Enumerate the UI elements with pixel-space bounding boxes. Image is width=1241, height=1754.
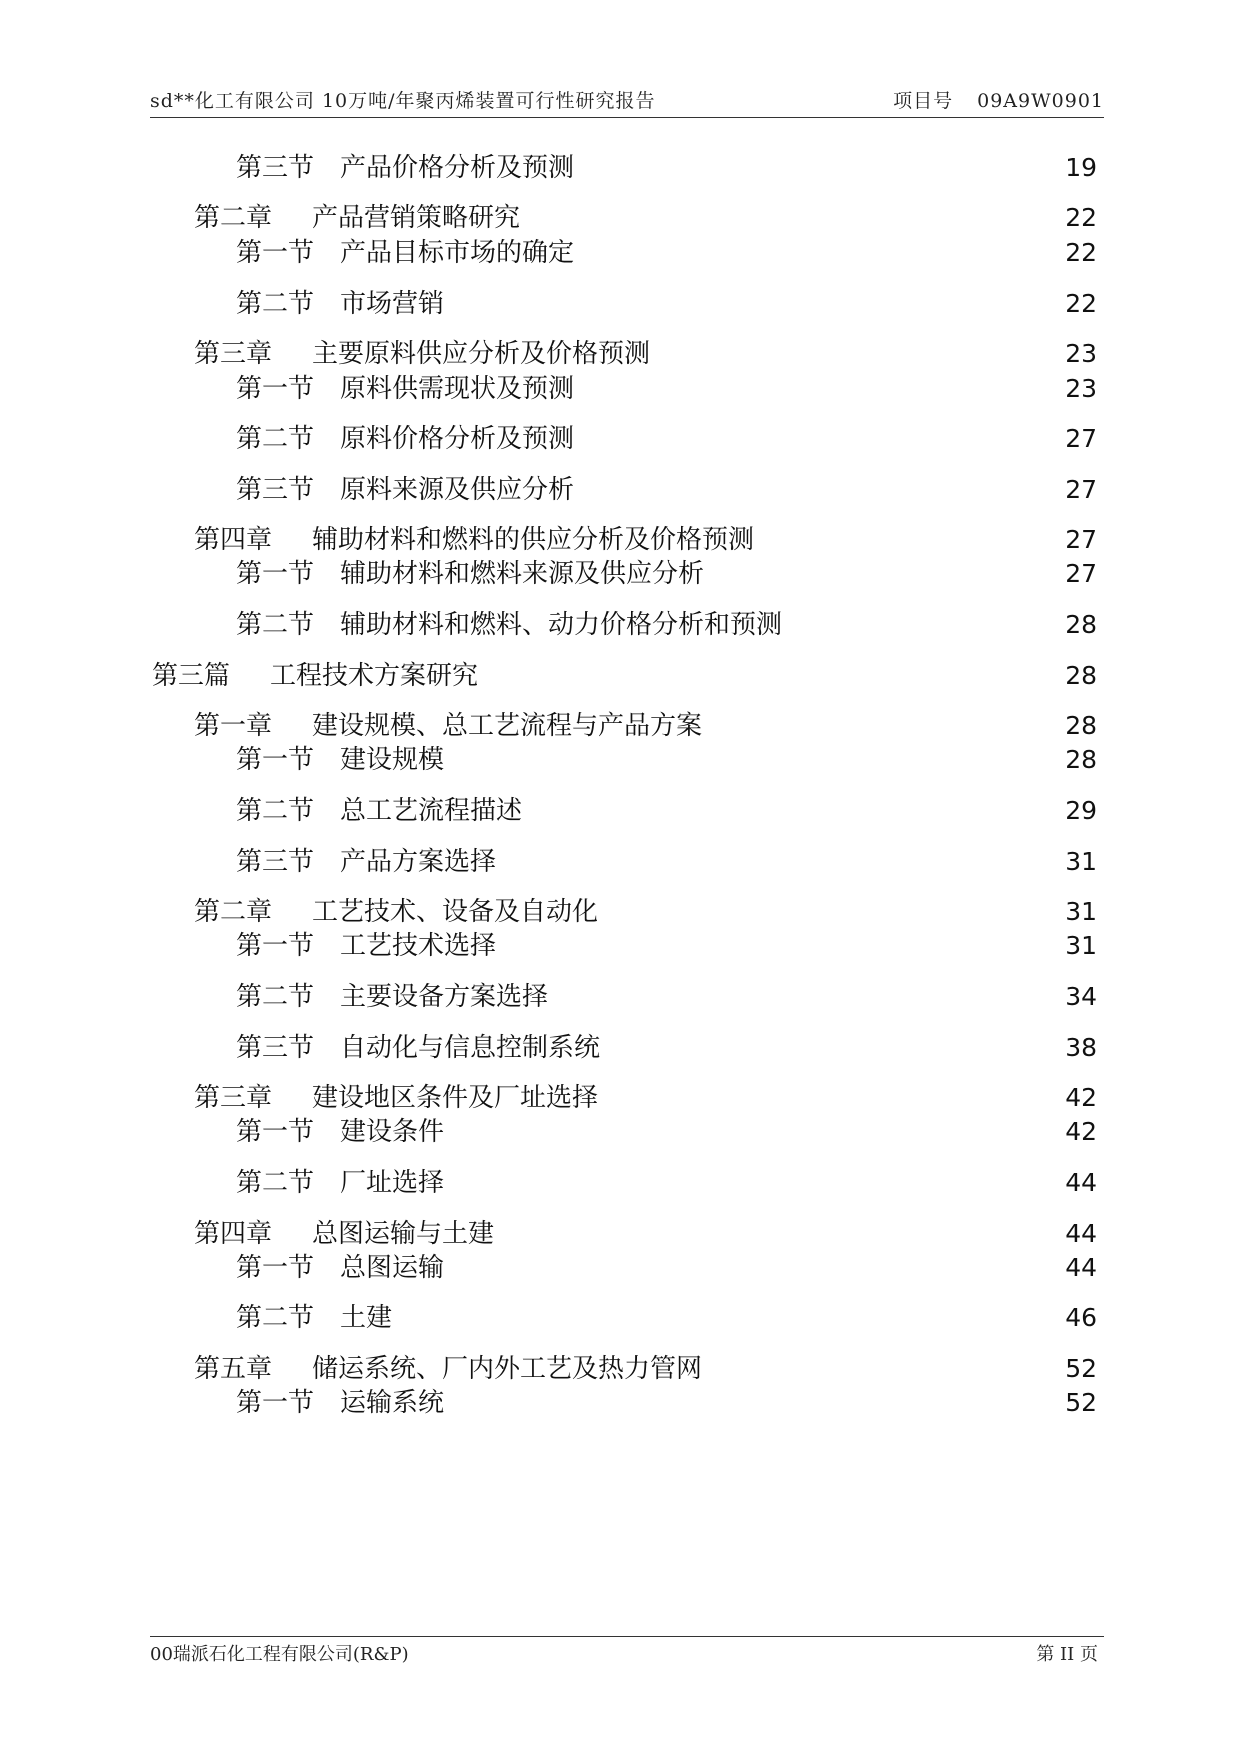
toc-entry-title: 产品方案选择 [340, 847, 497, 877]
dot-leader [528, 200, 1061, 236]
toc-entry-title: 主要原料供应分析及价格预测 [312, 339, 651, 369]
toc-entry-number: 第一节 [236, 1388, 315, 1418]
toc-entry-title: 工艺技术、设备及自动化 [312, 897, 599, 927]
dot-leader [606, 894, 1061, 930]
toc-entry-page: 27 [1065, 424, 1097, 453]
footer-divider [150, 1636, 1104, 1637]
dot-leader [452, 1114, 1061, 1150]
toc-entry-number: 第三节 [236, 475, 315, 505]
project-number: 09A9W0901 [977, 90, 1104, 112]
report-title: sd**化工有限公司 10万吨/年聚丙烯装置可行性研究报告 [150, 90, 656, 112]
toc-entry[interactable] [236, 1030, 1097, 1066]
toc-entry[interactable] [236, 371, 1097, 407]
toc-entry-page: 23 [1065, 374, 1097, 403]
toc-entry-page: 27 [1065, 475, 1097, 504]
toc-entry-number: 第一节 [236, 238, 315, 268]
toc-entry-number: 第一节 [236, 931, 315, 961]
toc-entry-title: 自动化与信息控制系统 [340, 1033, 601, 1063]
toc-entry-title: 总图运输与土建 [312, 1219, 495, 1249]
toc-entry-title: 运输系统 [340, 1388, 445, 1418]
toc-entry-page: 23 [1065, 339, 1097, 368]
toc-entry[interactable] [236, 421, 1097, 457]
toc-entry-page: 19 [1065, 153, 1097, 182]
toc-entry[interactable] [236, 556, 1097, 592]
toc-entry[interactable] [236, 607, 1097, 643]
toc-entry-number: 第二章 [194, 203, 273, 233]
dot-leader [452, 1385, 1061, 1421]
toc-entry[interactable] [236, 742, 1097, 778]
toc-entry-number: 第三篇 [152, 661, 231, 691]
dot-leader [582, 472, 1061, 508]
toc-entry-number: 第二节 [236, 796, 315, 826]
dot-leader [710, 708, 1061, 744]
toc-entry[interactable] [236, 472, 1097, 508]
toc-entry[interactable] [236, 1114, 1097, 1150]
toc-entry[interactable] [194, 708, 1097, 744]
toc-entry[interactable] [236, 1300, 1097, 1336]
toc-entry[interactable] [236, 844, 1097, 880]
dot-leader [452, 1165, 1061, 1201]
dot-leader [658, 336, 1061, 372]
toc-entry[interactable] [194, 1351, 1097, 1387]
toc-entry-page: 29 [1065, 796, 1097, 825]
toc-entry[interactable] [236, 150, 1097, 186]
toc-entry-title: 建设规模、总工艺流程与产品方案 [312, 711, 703, 741]
toc-entry-title: 辅助材料和燃料、动力价格分析和预测 [340, 610, 783, 640]
dot-leader [502, 1216, 1061, 1252]
dot-leader [452, 1250, 1061, 1286]
dot-leader [762, 522, 1061, 558]
toc-entry-page: 42 [1065, 1083, 1097, 1112]
toc-entry-title: 原料供需现状及预测 [340, 374, 575, 404]
dot-leader [486, 658, 1061, 694]
toc-entry-title: 市场营销 [340, 289, 445, 319]
toc-entry-number: 第一节 [236, 1253, 315, 1283]
toc-entry-page: 28 [1065, 745, 1097, 774]
toc-entry-page: 31 [1065, 847, 1097, 876]
toc-entry-page: 28 [1065, 661, 1097, 690]
toc-entry-number: 第二节 [236, 1303, 315, 1333]
toc-entry-title: 主要设备方案选择 [340, 982, 549, 1012]
toc-entry-number: 第三章 [194, 339, 273, 369]
dot-leader [504, 844, 1061, 880]
dot-leader [582, 235, 1061, 271]
toc-entry-page: 42 [1065, 1117, 1097, 1146]
toc-entry[interactable] [152, 658, 1097, 694]
dot-leader [582, 150, 1061, 186]
toc-entry-number: 第四章 [194, 1219, 273, 1249]
toc-entry-number: 第二节 [236, 289, 315, 319]
dot-leader [582, 421, 1061, 457]
toc-entry-number: 第一章 [194, 711, 273, 741]
toc-entry-page: 28 [1065, 711, 1097, 740]
toc-entry-title: 工艺技术选择 [340, 931, 497, 961]
toc-entry-number: 第二节 [236, 982, 315, 1012]
toc-entry-title: 建设规模 [340, 745, 445, 775]
toc-entry-page: 28 [1065, 610, 1097, 639]
dot-leader [582, 371, 1061, 407]
toc-entry-title: 原料来源及供应分析 [340, 475, 575, 505]
toc-entry-title: 产品目标市场的确定 [340, 238, 575, 268]
dot-leader [400, 1300, 1061, 1336]
company-name: 00瑞派石化工程有限公司(R&P) [150, 1644, 409, 1665]
dot-leader [606, 1080, 1061, 1116]
dot-leader [556, 979, 1061, 1015]
toc-entry-page: 46 [1065, 1303, 1097, 1332]
toc-entry-title: 建设地区条件及厂址选择 [312, 1083, 599, 1113]
page-number: 第 II 页 [1036, 1644, 1098, 1665]
toc-entry[interactable] [236, 1165, 1097, 1201]
toc-entry-number: 第三章 [194, 1083, 273, 1113]
toc-entry-number: 第三节 [236, 847, 315, 877]
toc-entry-title: 产品营销策略研究 [312, 203, 521, 233]
toc-entry[interactable] [236, 928, 1097, 964]
toc-entry-number: 第三节 [236, 153, 315, 183]
toc-entry-page: 27 [1065, 525, 1097, 554]
toc-entry-number: 第二节 [236, 610, 315, 640]
toc-entry-number: 第四章 [194, 525, 273, 555]
toc-entry-title: 辅助材料和燃料的供应分析及价格预测 [312, 525, 755, 555]
toc-entry-page: 44 [1065, 1219, 1097, 1248]
toc-entry-title: 总图运输 [340, 1253, 445, 1283]
toc-entry-page: 44 [1065, 1168, 1097, 1197]
toc-entry-page: 52 [1065, 1354, 1097, 1383]
toc-entry[interactable] [194, 200, 1097, 236]
page-footer [150, 1640, 1104, 1668]
toc-entry[interactable] [236, 979, 1097, 1015]
toc-entry-number: 第二节 [236, 1168, 315, 1198]
toc-entry-page: 52 [1065, 1388, 1097, 1417]
toc-entry-number: 第二节 [236, 424, 315, 454]
toc-entry-title: 土建 [340, 1303, 393, 1333]
toc-entry-page: 22 [1065, 238, 1097, 267]
dot-leader [790, 607, 1061, 643]
toc-entry-number: 第一节 [236, 1117, 315, 1147]
dot-leader [504, 928, 1061, 964]
dot-leader [712, 556, 1061, 592]
dot-leader [530, 793, 1061, 829]
toc-entry[interactable] [236, 1250, 1097, 1286]
toc-entry-page: 44 [1065, 1253, 1097, 1282]
toc-entry-number: 第一节 [236, 374, 315, 404]
toc-entry-number: 第二章 [194, 897, 273, 927]
toc-entry-title: 建设条件 [340, 1117, 445, 1147]
toc-entry[interactable] [194, 894, 1097, 930]
toc-entry[interactable] [194, 522, 1097, 558]
toc-entry-title: 产品价格分析及预测 [340, 153, 575, 183]
toc-entry-page: 34 [1065, 982, 1097, 1011]
dot-leader [452, 742, 1061, 778]
toc-entry-title: 工程技术方案研究 [270, 661, 479, 691]
toc-entry-page: 38 [1065, 1033, 1097, 1062]
toc-entry[interactable] [236, 1385, 1097, 1421]
toc-entry-title: 储运系统、厂内外工艺及热力管网 [312, 1354, 703, 1384]
toc-entry-number: 第一节 [236, 559, 315, 589]
toc-entry-number: 第一节 [236, 745, 315, 775]
toc-entry[interactable] [236, 286, 1097, 322]
toc-entry-page: 22 [1065, 203, 1097, 232]
toc-entry-number: 第五章 [194, 1354, 273, 1384]
toc-entry-page: 27 [1065, 559, 1097, 588]
toc-entry-title: 原料价格分析及预测 [340, 424, 575, 454]
toc-entry[interactable] [236, 793, 1097, 829]
dot-leader [452, 286, 1061, 322]
toc-entry[interactable] [194, 1216, 1097, 1252]
toc-entry[interactable] [194, 1080, 1097, 1116]
dot-leader [608, 1030, 1061, 1066]
toc-entry[interactable] [236, 235, 1097, 271]
toc-entry-page: 22 [1065, 289, 1097, 318]
toc-entry-page: 31 [1065, 931, 1097, 960]
toc-entry-number: 第三节 [236, 1033, 315, 1063]
toc-entry-title: 辅助材料和燃料来源及供应分析 [340, 559, 705, 589]
project-label: 项目号 [893, 90, 954, 112]
toc-entry-page: 31 [1065, 897, 1097, 926]
toc-entry[interactable] [194, 336, 1097, 372]
toc-entry-title: 厂址选择 [340, 1168, 445, 1198]
toc-entry-title: 总工艺流程描述 [340, 796, 523, 826]
dot-leader [710, 1351, 1061, 1387]
